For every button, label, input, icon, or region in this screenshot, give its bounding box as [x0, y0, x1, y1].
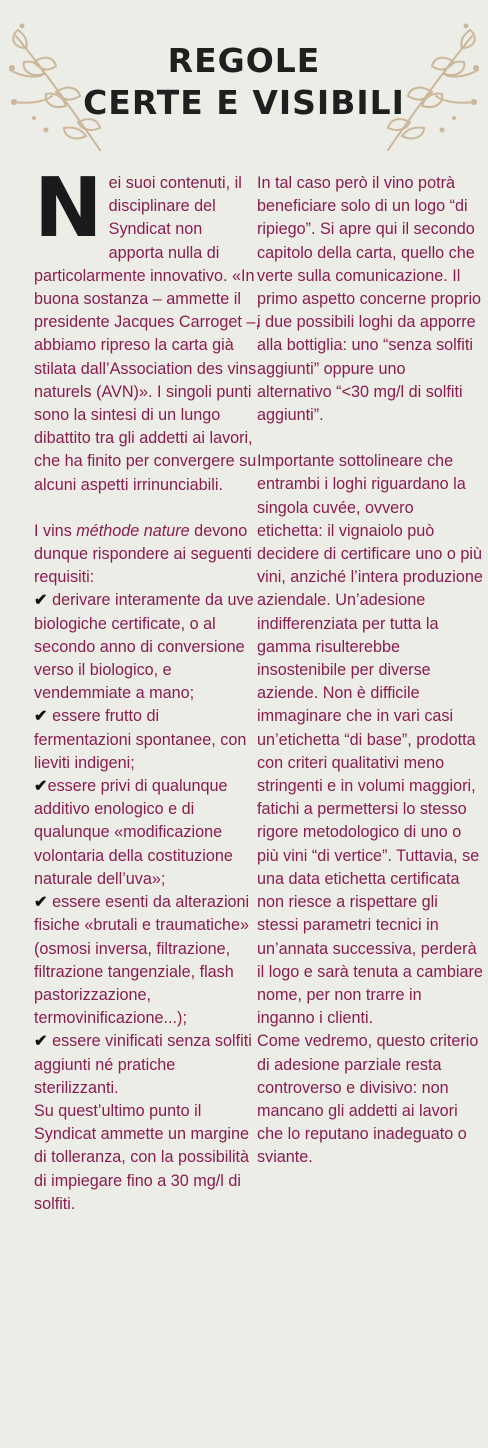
intro-text: ei suoi contenuti, il disciplinare del Syndicat non apporta nulla di particolarmente innovativo. «In buona sostanza – ammette il presidente Jacques Carroget –, abbiamo ripreso la carta già stilata dall’Association des vins naturels (AVN)». I singoli punti sono la sintesi di un lungo dibattito tra gli addetti ai lavori, che ha finito per convergere su alcuni aspetti irrinunciabili.	[34, 174, 260, 494]
requirement-item	[34, 589, 260, 705]
paragraph-cuvee: Importante sottolineare che entrambi i loghi riguardano la singola cuvée, ovvero etichetta: il vignaiolo può decidere di certificare uno o più vini, anziché l’intera produzione aziendale. Un’adesione indifferenziata per tutta la gamma risulterebbe insostenibile per diverse aziende. Non è difficile immaginare che in vari casi un’etichetta “di base”, prodotta con criteri qualitativi meno stringenti e in volumi maggiori, fatichi a permettersi lo stesso rigore metodologico di uno o più vini “di vertice”. Tuttavia, se una data etichetta certificata non riesce a rispettare gli stessi parametri tecnici in un’annata successiva, perderà il logo e sarà tenuta a cambiare nome, per non trarre in inganno i clienti.	[257, 452, 483, 1028]
requirement-item	[34, 1030, 260, 1100]
method-name: méthode nature	[76, 521, 190, 540]
check-icon: ✔	[34, 777, 48, 796]
requirement-item	[34, 775, 260, 891]
requirement-text: derivare interamente da uve biologiche certificate, o al secondo anno di conversione verso il biologico, e vendemmiate a mano;	[34, 591, 254, 703]
check-icon: ✔	[34, 893, 48, 912]
requirement-text: essere frutto di fermentazioni spontanee, con lieviti indigeni;	[34, 707, 247, 772]
title-line-1: REGOLE	[167, 41, 321, 80]
article-title	[0, 40, 488, 124]
drop-cap: N	[34, 161, 103, 256]
req-intro-pre: I vins	[34, 521, 77, 540]
paragraph-requirements	[34, 520, 260, 590]
paragraph-conclusion: Come vedremo, questo criterio di adesione parziale resta controverso e divisivo: non mancano gli addetti ai lavori che lo reputano inadeguato o sviante.	[257, 1032, 479, 1167]
requirement-item	[34, 891, 260, 1030]
paragraph-intro	[34, 161, 260, 497]
check-icon: ✔	[34, 591, 48, 610]
title-line-2: CERTE E VISIBILI	[83, 83, 405, 122]
text-column-left	[34, 161, 260, 1216]
requirement-text: essere vinificati senza solfiti aggiunti né pratiche sterilizzanti.	[34, 1032, 252, 1097]
check-icon: ✔	[34, 1032, 48, 1051]
req-intro-post: devono dunque rispondere ai seguenti requisiti:	[34, 521, 252, 587]
text-column-right	[257, 172, 483, 1170]
requirement-item	[34, 705, 260, 775]
requirement-text: essere privi di qualunque additivo enologico e di qualunque «modificazione volontaria della costituzione naturale dell’uva»;	[34, 777, 233, 888]
requirement-text: essere esenti da alterazioni fisiche «brutali e traumatiche» (osmosi inversa, filtrazione, filtrazione tangenziale, flash pastorizzazione, termovinificazione...);	[34, 893, 250, 1028]
paragraph-tolerance: Su quest’ultimo punto il Syndicat ammette un margine di tolleranza, con la possibilità di impiegare fino a 30 mg/l di solfiti.	[34, 1101, 250, 1213]
paragraph-logo: In tal caso però il vino potrà beneficiare solo di un logo “di ripiego”. Si apre qui il secondo capitolo della carta, quello che verte sulla comunicazione. Il primo aspetto concerne proprio i due possibili loghi da apporre alla bottiglia: uno “senza solfiti aggiunti” oppure uno alternativo “<30 mg/l di solfiti aggiunti”.	[257, 174, 482, 425]
check-icon: ✔	[34, 707, 48, 726]
